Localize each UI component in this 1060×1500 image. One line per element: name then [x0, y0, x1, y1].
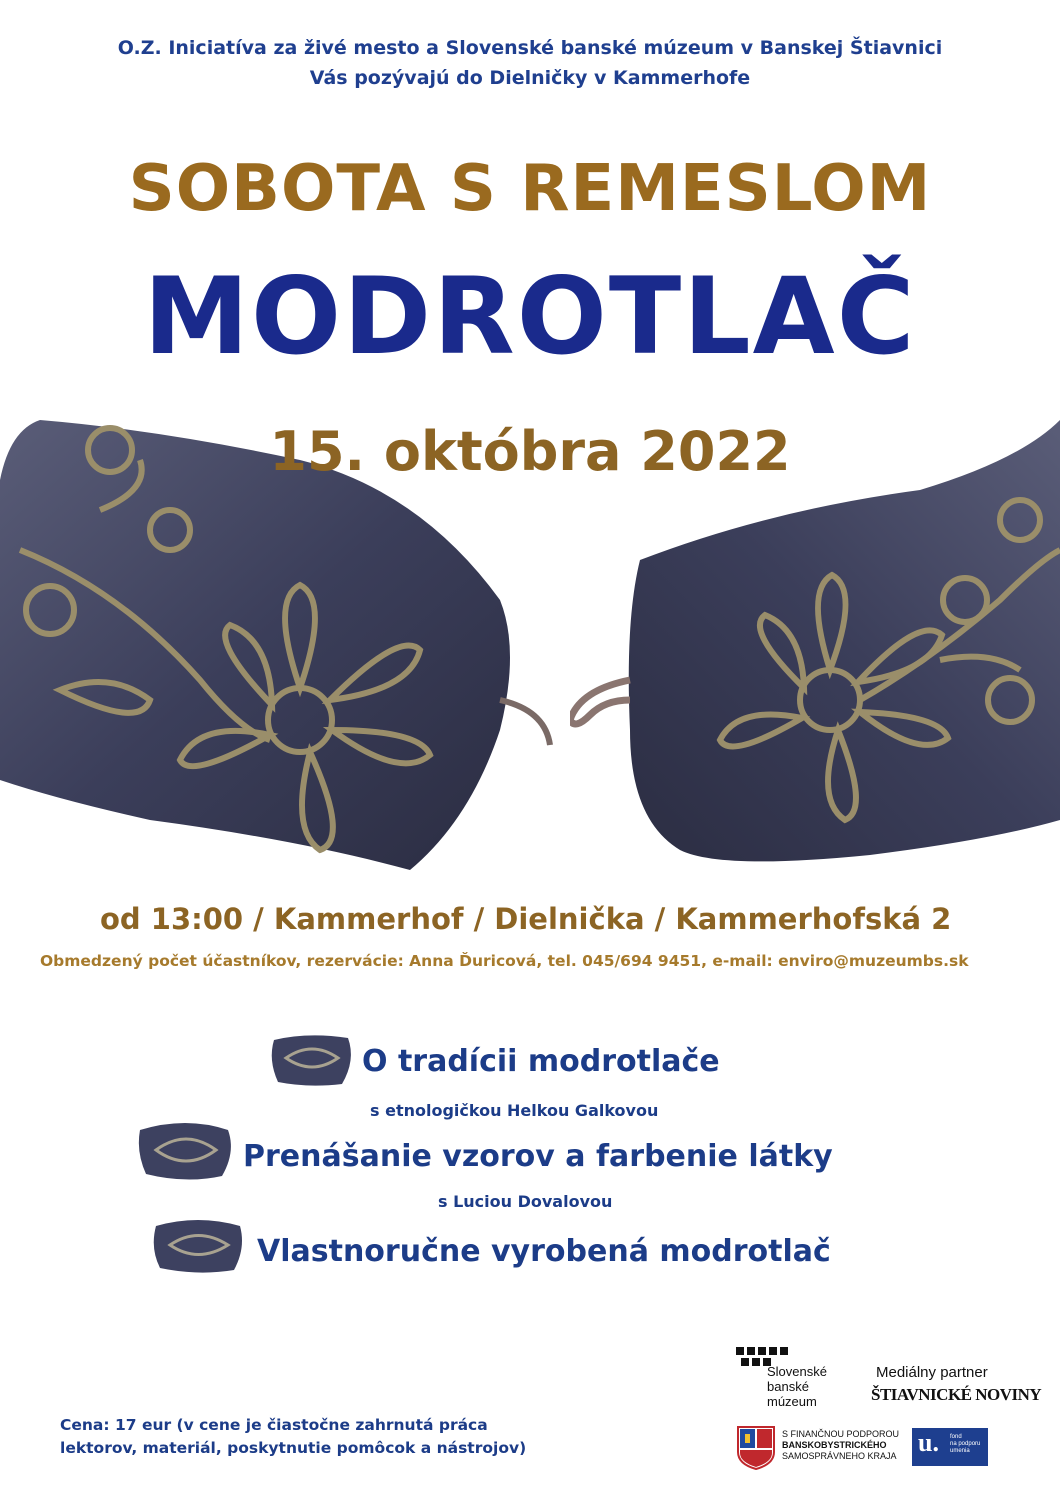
printing-block-icon — [136, 1116, 236, 1184]
museum-logo-line: banské — [767, 1379, 809, 1394]
fund-text-line: umenia — [950, 1448, 970, 1454]
fund-logo-text — [950, 1434, 980, 1455]
invitation-line: Vás pozývajú do Dielničky v Kammerhofe — [309, 67, 751, 89]
fund-text-line: na podporu — [950, 1441, 981, 1447]
region-text-line: SAMOSPRÁVNEHO KRAJA — [782, 1451, 897, 1461]
region-support-text — [782, 1429, 899, 1462]
reservation-note: Obmedzený počet účastníkov, rezervácie: Anna Ďuricová, tel. 045/694 9451, e-mail: enviro@muzeumbs.sk — [40, 952, 969, 970]
program-item-2-title: Prenášanie vzorov a farbenie látky — [243, 1139, 833, 1174]
program-item-3-title: Vlastnoručne vyrobená modrotlač — [257, 1234, 831, 1269]
museum-logo-line: múzeum — [767, 1394, 817, 1409]
fund-logo-mark: u. — [918, 1428, 939, 1457]
region-text-line: BANSKOBYSTRICKÉHO — [782, 1440, 887, 1450]
event-info: od 13:00 / Kammerhof / Dielnička / Kammerhofská 2 — [100, 902, 952, 936]
museum-logo-line: Slovenské — [767, 1364, 827, 1379]
printing-block-icon — [268, 1030, 356, 1088]
program-item-1-title: O tradícii modrotlače — [362, 1044, 720, 1079]
event-series-title: SOBOTA S REMESLOM — [128, 152, 932, 226]
price-line-1: Cena: 17 eur (v cene je čiastočne zahrnutá práca — [60, 1416, 488, 1434]
main-title: MODROTLAČ — [143, 255, 917, 378]
program-item-1-subtitle: s etnologičkou Helkou Galkovou — [370, 1101, 659, 1120]
organizers-line: O.Z. Iniciatíva za živé mesto a Slovenské banské múzeum v Banskej Štiavnici — [117, 37, 943, 59]
newspaper-logo: ŠTIAVNICKÉ NOVINY — [871, 1385, 1042, 1404]
media-partner-label: Mediálny partner — [876, 1364, 988, 1381]
price-note — [60, 1414, 526, 1460]
event-date: 15. októbra 2022 — [269, 420, 791, 483]
region-text-line: S FINANČNOU PODPOROU — [782, 1429, 900, 1439]
fund-text-line: fond — [950, 1434, 962, 1440]
price-line-2: lektorov, materiál, poskytnutie pomôcok a nástrojov) — [60, 1439, 527, 1457]
program-item-2-subtitle: s Luciou Dovalovou — [438, 1192, 613, 1211]
fund-logo-icon — [912, 1428, 988, 1466]
region-coat-of-arms-icon — [737, 1426, 775, 1470]
printing-block-icon — [150, 1214, 246, 1276]
museum-logo-text — [767, 1364, 827, 1409]
